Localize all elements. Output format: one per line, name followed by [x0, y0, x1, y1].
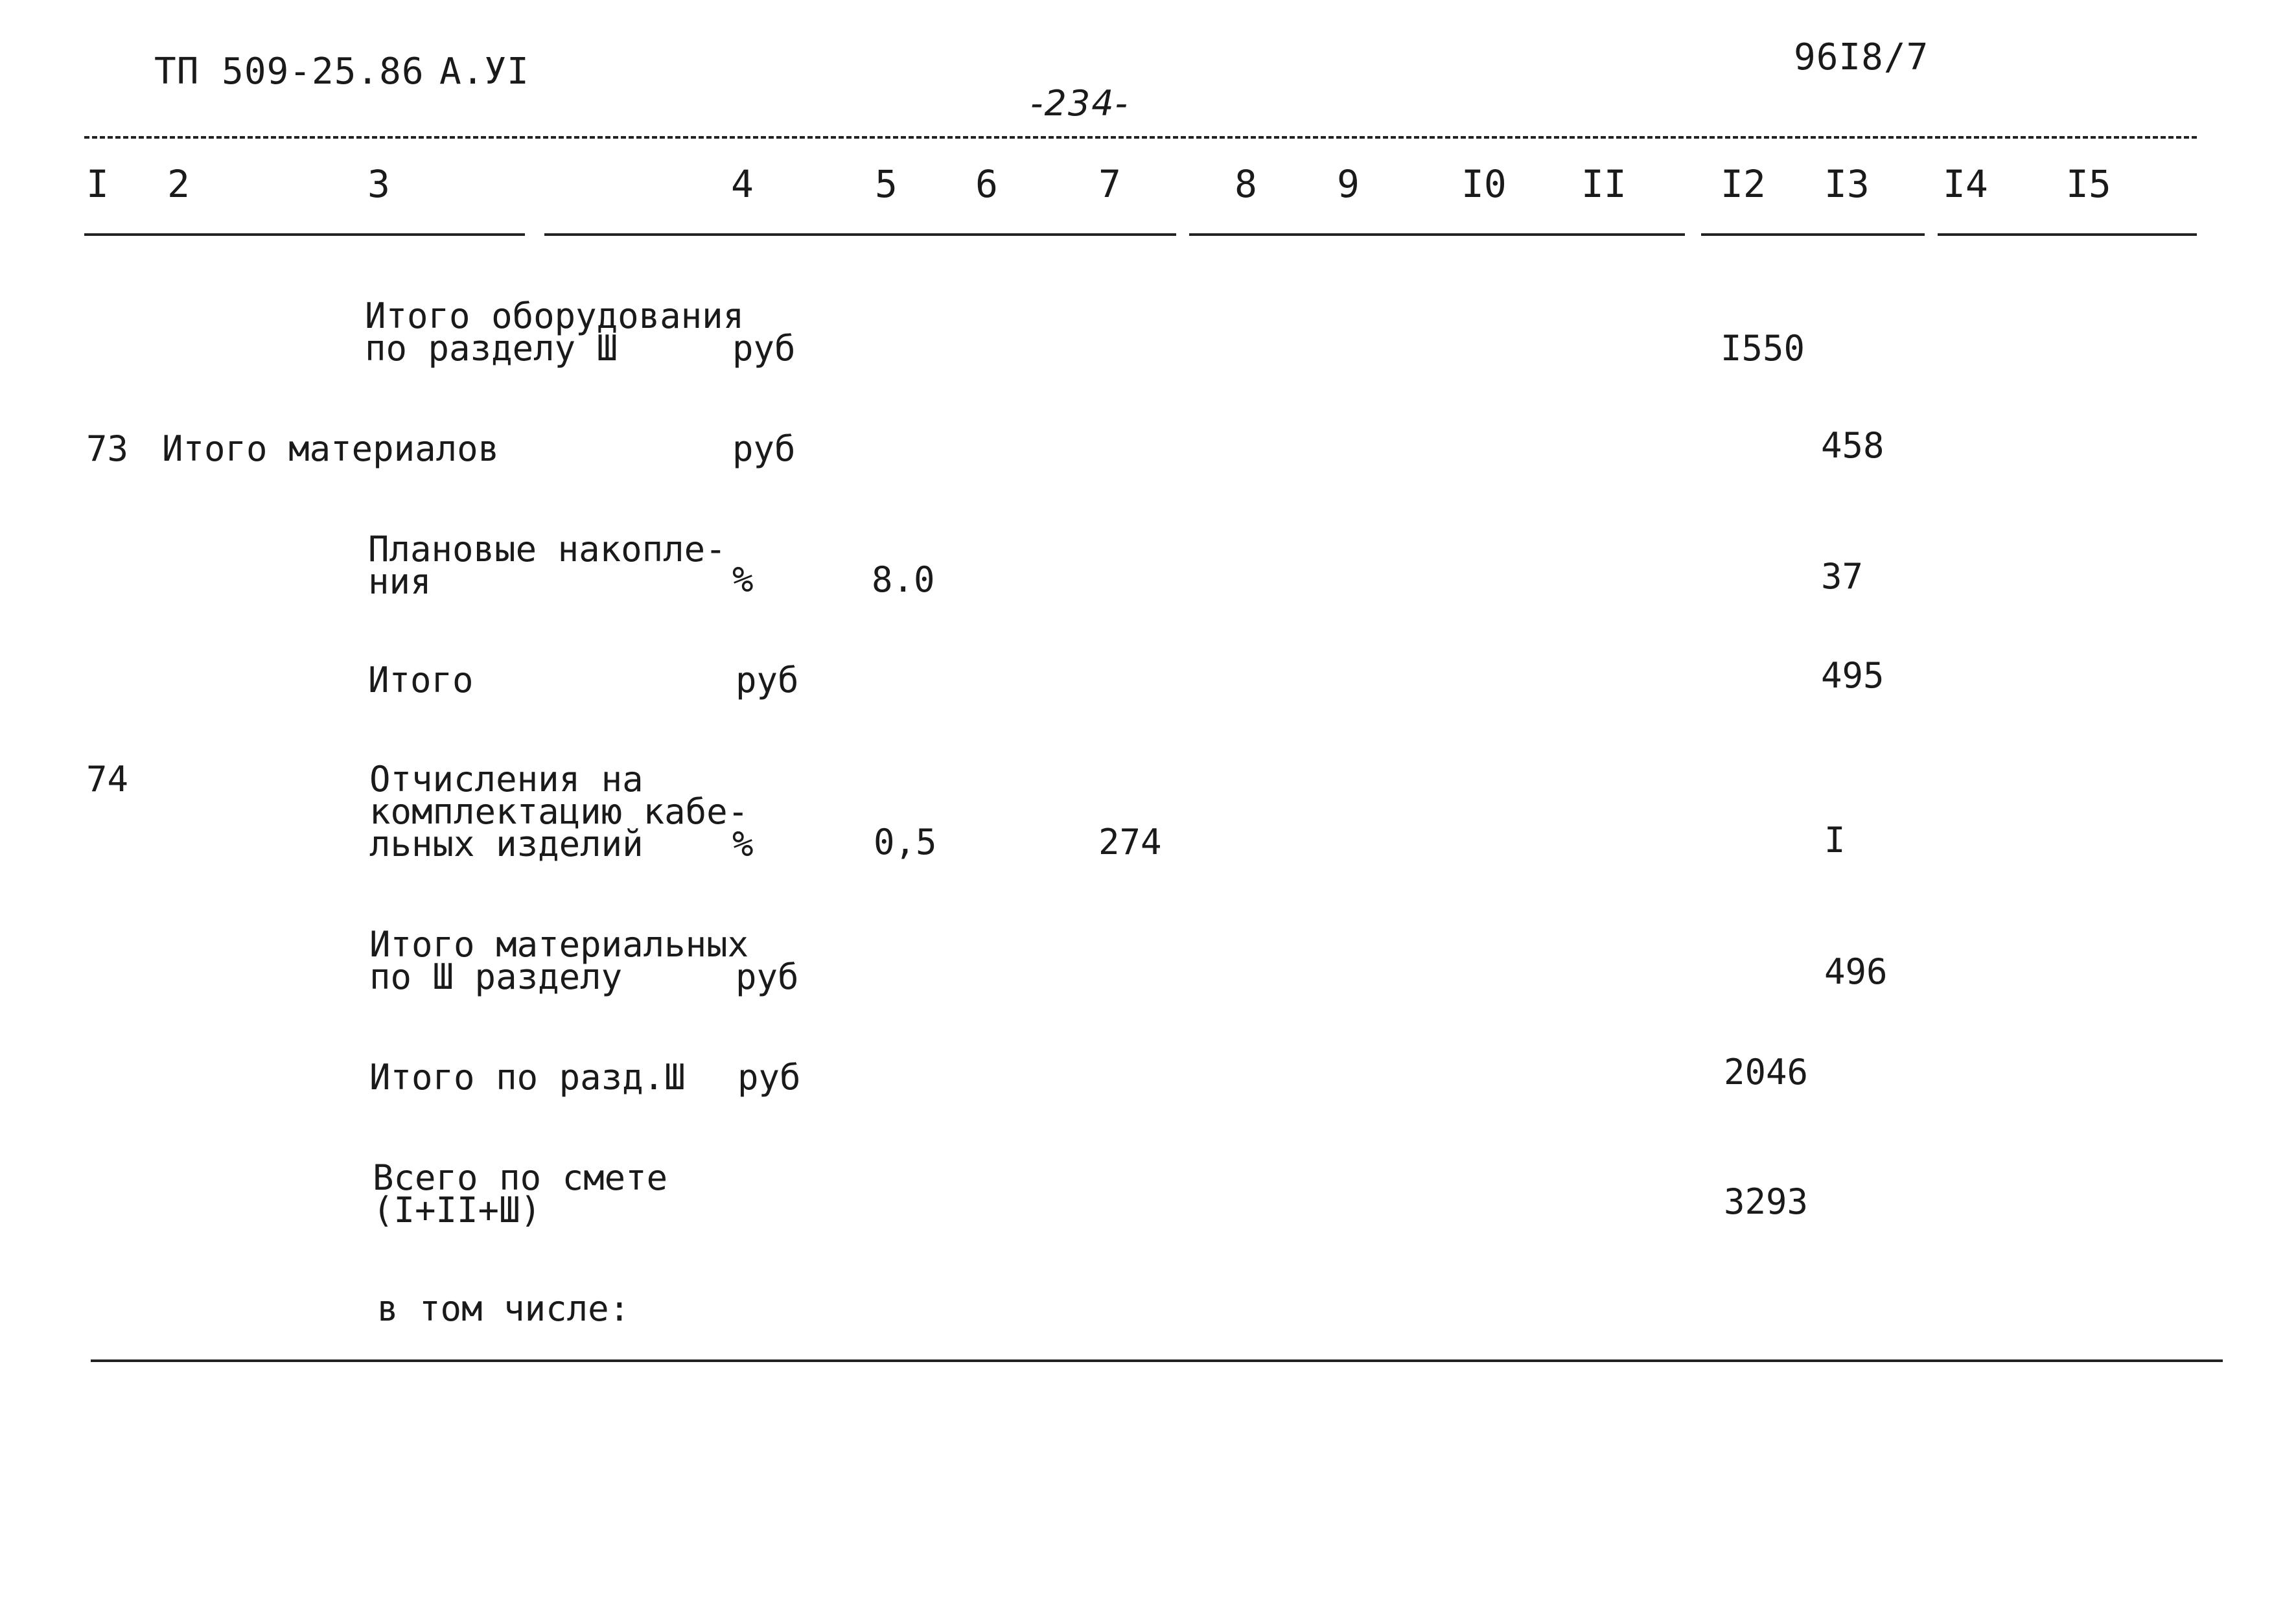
column-number: II [1581, 162, 1627, 206]
row-description-line: по разделу Ш [365, 328, 618, 369]
column-number: 6 [975, 162, 998, 206]
column-number: 2 [167, 162, 190, 206]
row-unit: руб [736, 956, 799, 997]
column-number: I [86, 162, 109, 206]
row-unit: % [732, 559, 754, 600]
column-number: I3 [1824, 162, 1870, 206]
top-rule [84, 136, 2197, 139]
column-number: I5 [2066, 162, 2111, 206]
column-number: 4 [731, 162, 754, 206]
row-description-line: Итого по разд.Ш [369, 1057, 686, 1098]
row-unit: руб [737, 1057, 801, 1098]
column-number: 8 [1235, 162, 1257, 206]
header-underline [84, 233, 525, 236]
row-description-line: комплектацию кабе- [369, 791, 749, 832]
row-description-line: в том числе: [377, 1288, 631, 1329]
column-number: 5 [875, 162, 898, 206]
header-underline [1701, 233, 1925, 236]
row-unit: руб [736, 660, 799, 700]
column-number: I0 [1461, 162, 1507, 206]
column-number: 9 [1337, 162, 1360, 206]
header-underline [1189, 233, 1685, 236]
row-number: 73 [86, 428, 129, 469]
row-col13-value: 37 [1821, 556, 1864, 597]
row-description-line: Итого оборудования [365, 295, 745, 336]
column-number: 7 [1098, 162, 1121, 206]
header-underline [544, 233, 1176, 236]
row-description-line: (I+II+Ш) [373, 1190, 542, 1231]
row-description-line: по Ш разделу [369, 956, 623, 997]
column-number: I2 [1721, 162, 1766, 206]
row-col13-value: 458 [1821, 425, 1884, 466]
row-col12-value: 2046 [1724, 1052, 1809, 1093]
column-number: I4 [1943, 162, 1988, 206]
album-label: А.УI [439, 51, 529, 93]
row-col13-value: I [1824, 820, 1846, 861]
row-description-line: льных изделий [369, 824, 644, 864]
row-unit: руб [732, 328, 796, 369]
row-col12-value: 3293 [1724, 1181, 1809, 1222]
column-number: 3 [367, 162, 390, 206]
row-col13-value: 495 [1821, 655, 1884, 696]
row-description-line: Плановые накопле- [368, 529, 726, 570]
row-col5-value: 0,5 [874, 822, 937, 862]
row-col5-value: 8.0 [872, 559, 935, 600]
row-description-line: Отчисления на [369, 759, 644, 800]
row-unit: руб [732, 428, 796, 469]
row-description-line: Всего по смете [373, 1157, 668, 1198]
row-col7-value: 274 [1098, 822, 1162, 862]
document-code: ТП 509-25.86 [154, 51, 424, 93]
row-col12-value: I550 [1721, 328, 1805, 369]
row-description-line: Итого материалов [162, 428, 500, 469]
row-col13-value: 496 [1824, 951, 1888, 992]
bottom-rule [91, 1359, 2223, 1362]
row-unit: % [732, 824, 754, 864]
row-description-line: Итого [368, 660, 474, 700]
row-number: 74 [86, 759, 129, 800]
page-number: -234- [1030, 83, 1130, 124]
row-description-line: ния [368, 561, 432, 602]
archive-number: 96I8/7 [1794, 36, 1929, 78]
row-description-line: Итого материальных [369, 924, 749, 965]
header-underline [1938, 233, 2197, 236]
